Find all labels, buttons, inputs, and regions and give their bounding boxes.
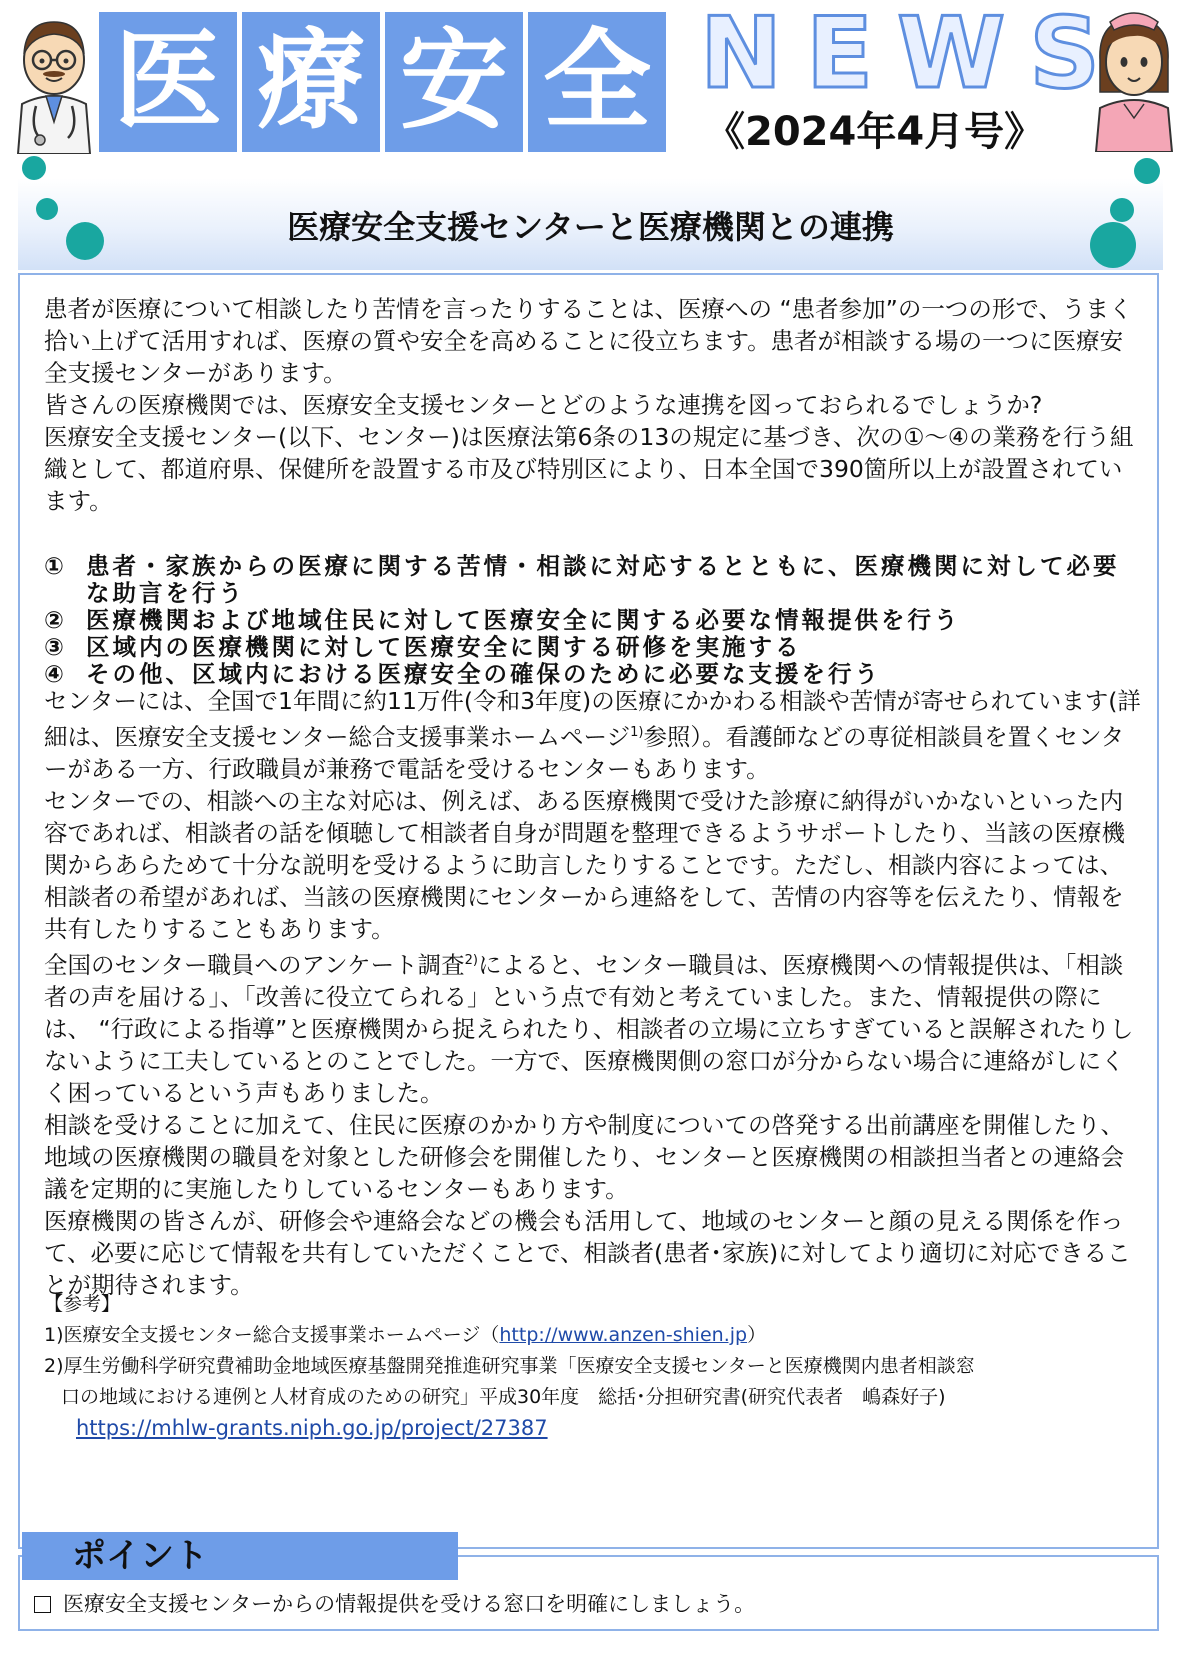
intro-text: [44, 293, 1144, 517]
footnote-marker: 2): [464, 952, 478, 968]
duty-item: [44, 607, 1144, 634]
reference-2-url-line: [44, 1413, 1144, 1445]
decorative-dot-icon: [22, 156, 46, 180]
decorative-dot-icon: [1110, 198, 1134, 222]
body-text-segment: 参照）。看護師などの専従相談員を置くセンターがある一方、行政職員が兼務で電話を受けるセンターもあります。: [44, 722, 1125, 783]
reference-1: [44, 1320, 1144, 1351]
body-paragraph: [44, 945, 1144, 1109]
point-label: ポイント: [72, 1536, 208, 1576]
masthead: [0, 0, 1181, 165]
nurse-illustration-icon: [1088, 0, 1180, 152]
body-paragraph: センターでの、相談への主な対応は、例えば、ある医療機関で受けた診療に納得がいかないといった内容であれば、相談者の話を傾聴して相談者自身が問題を整理できるようサポートしたり、当該の医療機関からあらためて十分な説明を受けるように助言したりすることです。ただし、相談内容によっては、相談者の希望があれば、当該の医療機関にセンターから連絡をして、苦情の内容等を伝えたり、情報を共有したりすることもあります。: [44, 786, 1125, 943]
issue-date: 《2024年4月号》: [705, 109, 1045, 155]
news-letter: N: [700, 0, 783, 111]
body-text: [44, 685, 1144, 1301]
section-banner: [18, 178, 1163, 270]
intro-paragraph: 患者が医療について相談したり苦情を言ったりすることは、医療への “患者参加”の一つの形で、うまく拾い上げて活用すれば、医療の質や安全を高めることに役立ちます。患者が相談する場の一つに医療安全支援センターがあります。: [44, 295, 1133, 387]
point-item-text: 医療安全支援センターからの情報提供を受ける窓口を明確にしましょう。: [63, 1592, 756, 1616]
body-paragraph: 相談を受けることに加えて、住民に医療のかかり方や制度についての啓発する出前講座を開催したり、地域の医療機関の職員を対象とした研修会を開催したり、センターと医療機関の相談担当者との連絡会議を定期的に実施したりしているセンターもあります。: [44, 1110, 1125, 1203]
body-text-segment: によると、センター職員は、医療機関への情報提供は、「相談者の声を届ける」、「改善に役立てられる」という点で有効と考えていました。また、情報提供の際には、 “行政による指導”と医療機関から捉えられたり、相談者の立場に立ちすぎていると誤解されたりしないように工夫しているとのことでした。一方で、医療機関側の窓口が分からない場合に連絡がしにくく困っているという声もありました。: [44, 950, 1134, 1107]
article-box: [18, 273, 1159, 1549]
news-wordmark: [700, 0, 1100, 111]
body-text-segment: センターには、全国で1年間に約11万件(令和3年度)の医療にかかわる相談や苦情が寄せられています(詳細は、医療安全支援センター総合支援事業ホームページ: [44, 687, 1141, 751]
title-tile-3: 安: [385, 12, 523, 152]
duty-text: 医療機関および地域住民に対して医療安全に関する必要な情報提供を行う: [86, 606, 961, 634]
duty-text: 患者・家族からの医療に関する苦情・相談に対応するとともに、医療機関に対して必要な助言を行う: [86, 552, 1120, 607]
duty-number: ②: [44, 606, 67, 634]
duty-item: [44, 634, 1144, 661]
news-letter: W: [897, 0, 1006, 111]
references-heading: 【参考】: [44, 1293, 121, 1315]
title-tile-4: 全: [528, 12, 666, 152]
duty-text: その他、区域内における医療安全の確保のために必要な支援を行う: [86, 660, 881, 688]
decorative-dot-icon: [36, 198, 58, 220]
checkbox-icon[interactable]: [34, 1596, 51, 1613]
reference-text: ）: [747, 1324, 767, 1346]
duty-number: ③: [44, 633, 67, 661]
news-letter: E: [806, 0, 874, 111]
reference-2-line-2: 口の地域における連例と人材育成のための研究」平成30年度 総括･分担研究書(研究代表者 嶋森好子): [61, 1386, 946, 1408]
reference-1-link[interactable]: http://www.anzen-shien.jp: [499, 1324, 748, 1346]
center-duties-list: [44, 553, 1144, 688]
duty-number: ①: [44, 552, 67, 580]
body-paragraph: 医療機関の皆さんが、研修会や連絡会などの機会も活用して、地域のセンターと顔の見える関係を作って、必要に応じて情報を共有していただくことで、相談者(患者･家族)に対してより適切に対応できることが期待されます。: [44, 1206, 1131, 1299]
title-tile-2: 療: [242, 12, 380, 152]
news-letter: S: [1029, 0, 1100, 111]
intro-paragraph: 皆さんの医療機関では、医療安全支援センターとどのような連携を図っておられるでしょうか?: [44, 391, 1043, 419]
decorative-dot-icon: [1134, 158, 1160, 184]
decorative-dot-icon: [66, 222, 104, 260]
references: [44, 1289, 1144, 1445]
duty-number: ④: [44, 660, 67, 688]
body-text-segment: 全国のセンター職員へのアンケート調査: [44, 950, 465, 979]
decorative-dot-icon: [1090, 222, 1136, 268]
reference-text: 1)医療安全支援センター総合支援事業ホームページ（: [44, 1324, 500, 1346]
reference-2-link[interactable]: https://mhlw-grants.niph.go.jp/project/27387: [76, 1416, 548, 1440]
point-item: [34, 1589, 755, 1619]
reference-2-line-1: 2)厚生労働科学研究費補助金地域医療基盤開発推進研究事業「医療安全支援センターと医療機関内患者相談窓: [44, 1355, 975, 1377]
title-tile-1: 医: [99, 12, 237, 152]
duty-item: [44, 661, 1144, 688]
section-title: 医療安全支援センターと医療機関との連携: [287, 208, 894, 246]
doctor-illustration-icon: [8, 4, 100, 154]
duty-text: 区域内の医療機関に対して医療安全に関する研修を実施する: [86, 633, 802, 661]
footnote-marker: 1): [630, 725, 644, 740]
body-paragraph: [44, 685, 1144, 785]
intro-paragraph: 医療安全支援センター(以下、センター)は医療法第6条の13の規定に基づき、次の①～④の業務を行う組織として、都道府県、保健所を設置する市及び特別区により、日本全国で390箇所以上が設置されています。: [44, 423, 1134, 515]
duty-item: [44, 553, 1144, 607]
